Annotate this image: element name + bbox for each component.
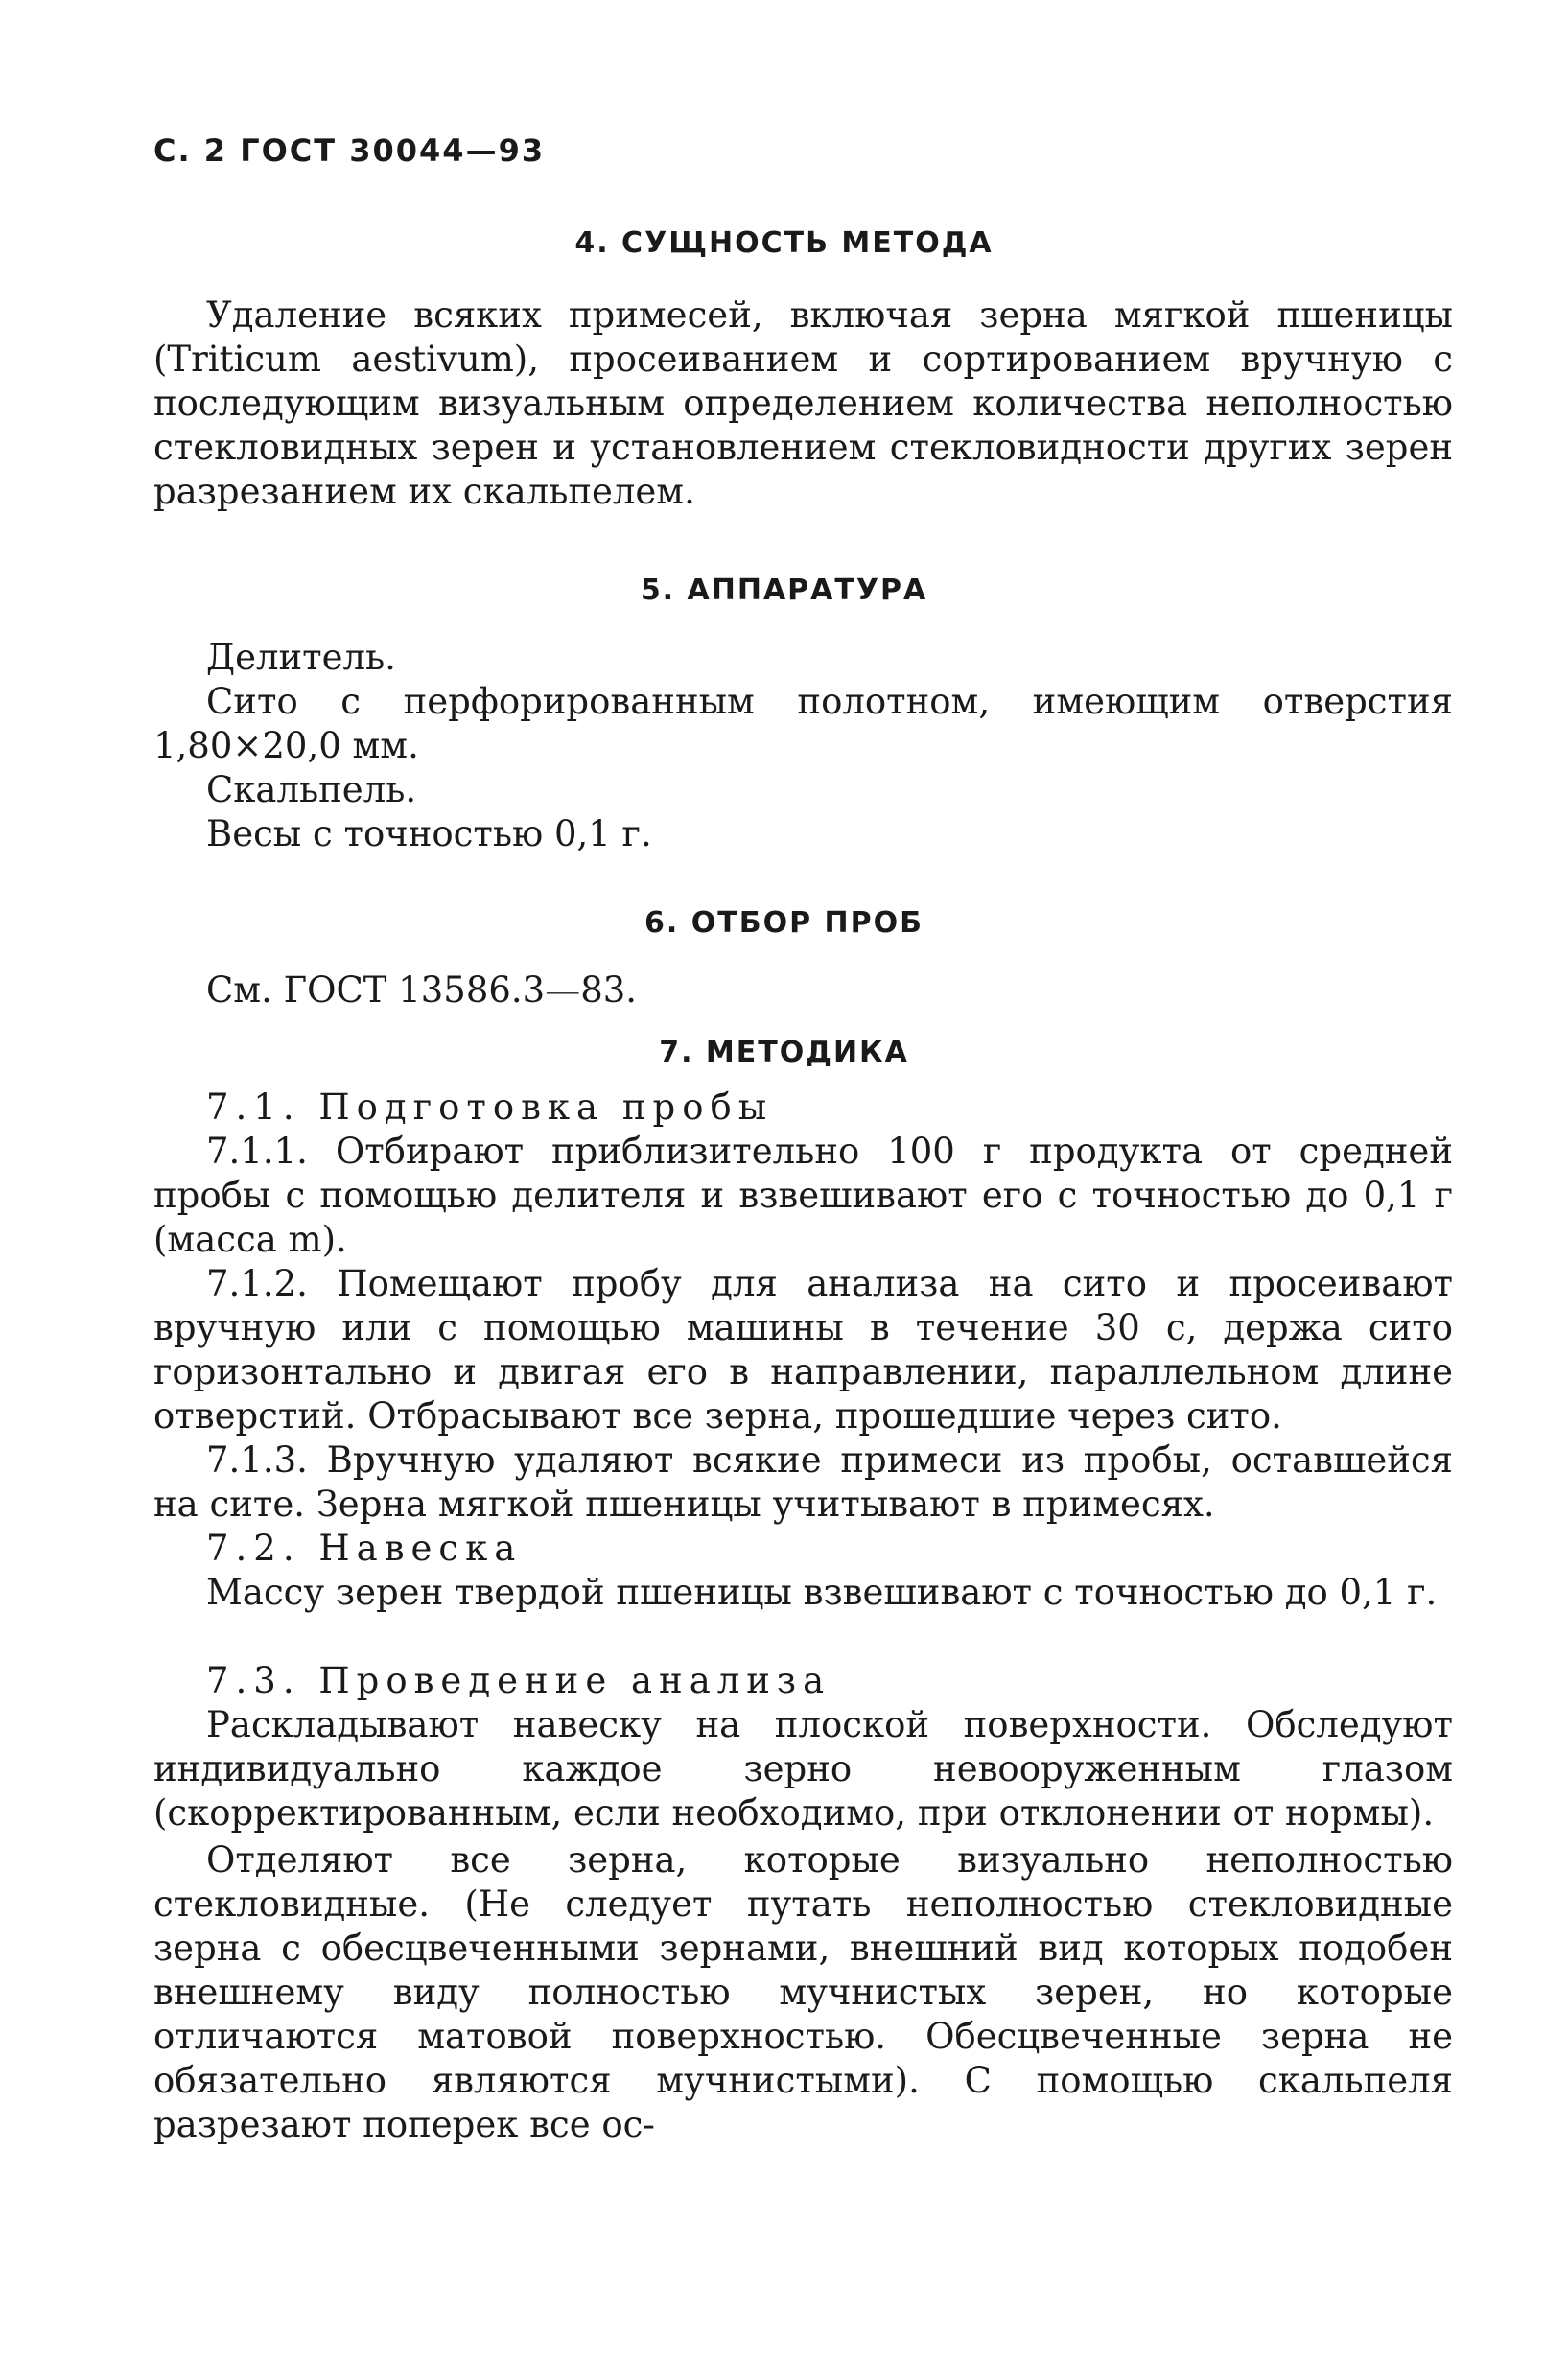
section-6-text: См. ГОСТ 13586.3—83. (206, 970, 638, 1011)
apparatus-divider: Делитель. (206, 637, 396, 678)
section-4-title: 4. СУЩНОСТЬ МЕТОДА (574, 226, 994, 260)
subsection-7-3-heading: 7.3. Проведение анализа (206, 1660, 831, 1701)
apparatus-scales: Весы с точностью 0,1 г. (206, 813, 652, 854)
paragraph-7-1-3: 7.1.3. Вручную удаляют всякие примеси из пробы, оставшейся на сите. Зерна мягкой пшеницы учитывают в примесях. (153, 1439, 1453, 1525)
paragraph-7-2: Массу зерен твердой пшеницы взвешивают с точностью до 0,1 г. (206, 1572, 1438, 1613)
apparatus-sieve: Сито с перфорированным полотном, имеющим отверстия 1,80×20,0 мм. (153, 681, 1453, 766)
running-head: С. 2 ГОСТ 30044—93 (153, 132, 546, 169)
subsection-7-1-heading: 7.1. Подготовка пробы (206, 1087, 774, 1128)
paragraph-7-3-a: Раскладывают навеску на плоской поверхности. Обследуют индивидуально каждое зерно невооруженным глазом (скорректированным, если необходимо, при отклонении от нормы). (153, 1704, 1453, 1834)
section-5-title: 5. АППАРАТУРА (640, 573, 928, 607)
subsection-7-2-heading: 7.2. Навеска (206, 1528, 523, 1569)
paragraph-7-3-b: Отделяют все зерна, которые визуально неполностью стекловидные. (Не следует путать неполностью стекловидные зерна с обесцвеченными зернами, внешний вид которых подобен внешнему виду полностью мучнистых зерен, но которые отличаются матовой поверхностью. Обесцвеченные зерна не обязательно являются мучнистыми). С помощью скальпеля разрезают поперек все ос- (153, 1839, 1453, 2145)
section-7-title: 7. МЕТОДИКА (659, 1036, 909, 1069)
paragraph-7-1-1: 7.1.1. Отбирают приблизительно 100 г продукта от средней пробы с помощью делителя и взвешивают его с точностью до 0,1 г (масса m). (153, 1131, 1453, 1260)
section-6-title: 6. ОТБОР ПРОБ (644, 906, 924, 940)
section-4-text: Удаление всяких примесей, включая зерна мягкой пшеницы (Triticum aestivum), просеиванием и сортированием вручную с последующим визуальным определением количества неполностью стекловидных зерен и установлением стекловидности других зерен разрезанием их скальпелем. (153, 294, 1453, 512)
apparatus-scalpel: Скальпель. (206, 769, 417, 810)
paragraph-7-1-2: 7.1.2. Помещают пробу для анализа на сито и просеивают вручную или с помощью машины в течение 30 с, держа сито горизонтально и двигая его в направлении, параллельном длине отверстий. Отбрасывают все зерна, прошедшие через сито. (153, 1263, 1453, 1437)
